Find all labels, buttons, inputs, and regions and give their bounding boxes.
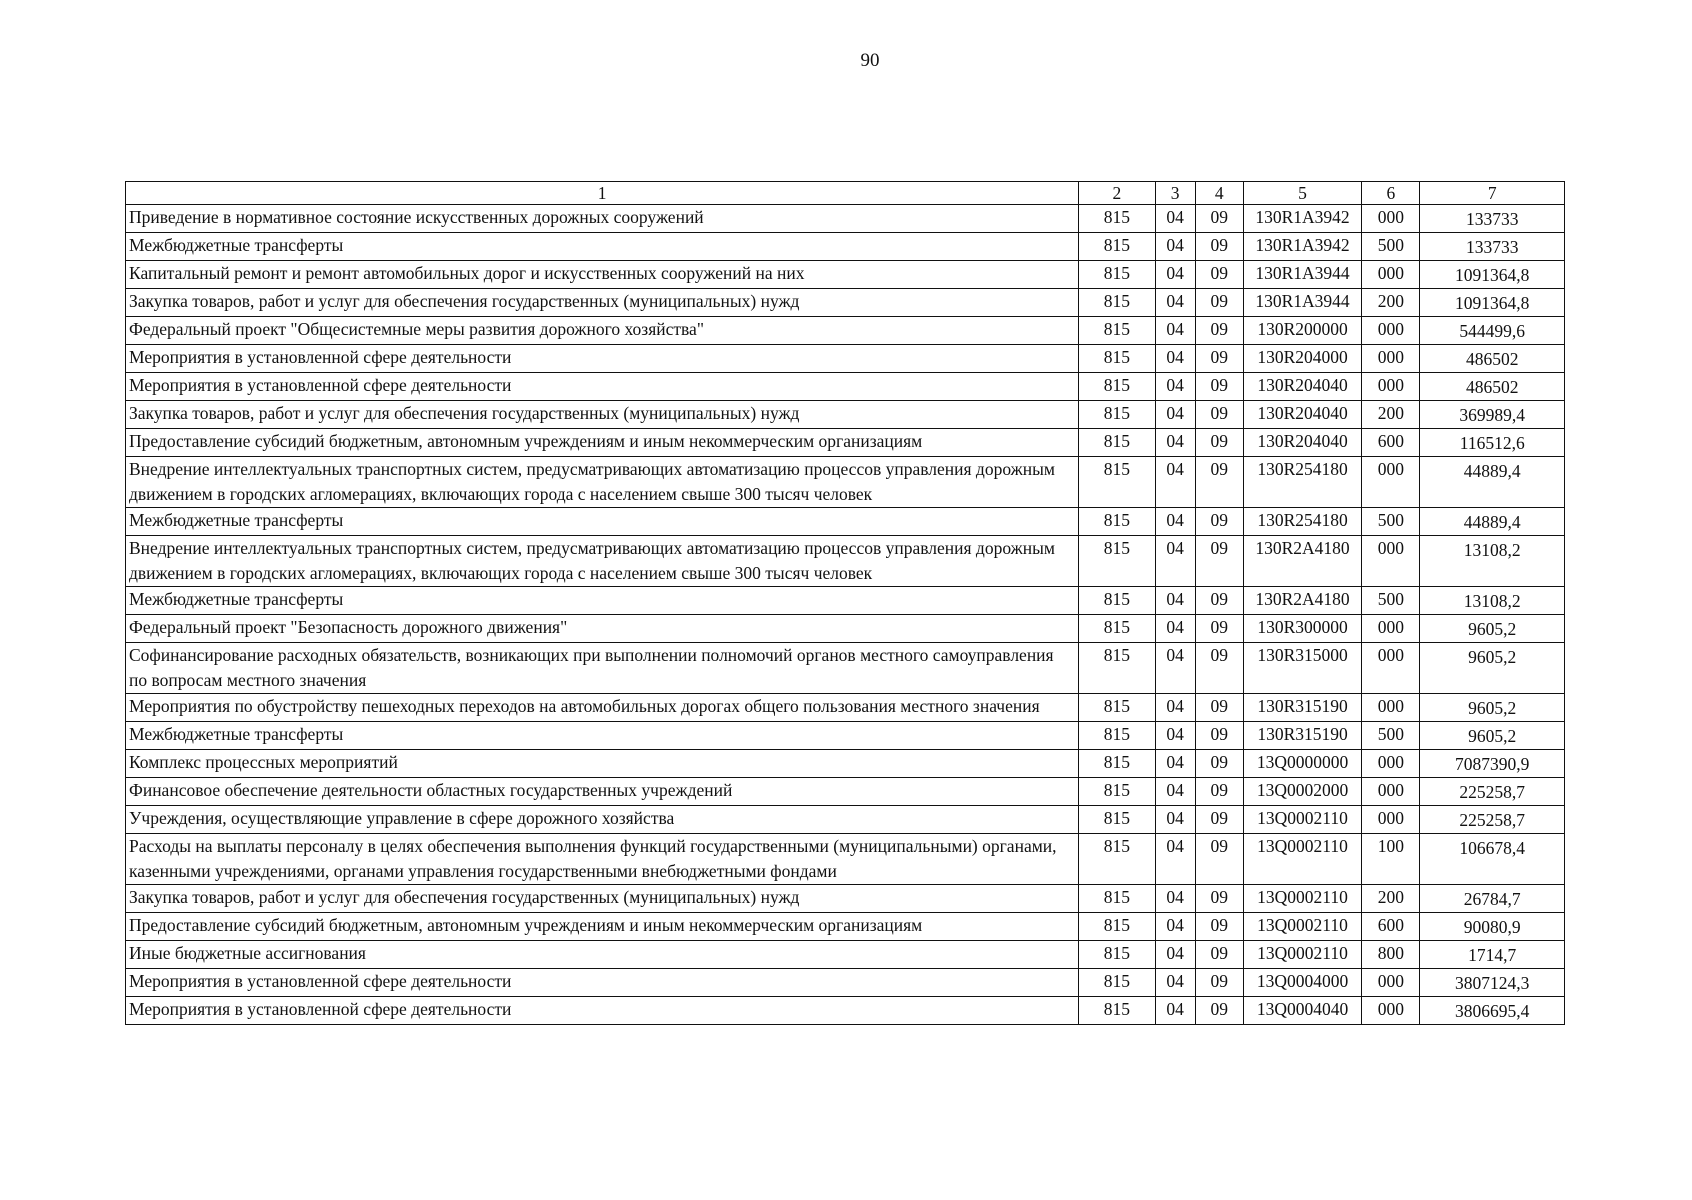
cell-col-7: 544499,6 [1420,317,1565,345]
row-description: Комплекс процессных мероприятий [126,750,1079,778]
row-description: Внедрение интеллектуальных транспортных систем, предусматривающих автоматизацию процессов управления дорожным движением в городских агломерациях, включающих города с населением свыше 300 тысяч человек [126,457,1079,508]
cell-col-2: 815 [1079,913,1155,941]
table-row [126,834,1565,885]
table-row [126,615,1565,643]
cell-col-4: 09 [1195,536,1243,587]
cell-col-3: 04 [1155,750,1195,778]
row-description: Межбюджетные трансферты [126,233,1079,261]
cell-col-5: 130R300000 [1243,615,1361,643]
cell-col-3: 04 [1155,373,1195,401]
cell-col-4: 09 [1195,429,1243,457]
cell-col-4: 09 [1195,205,1243,233]
cell-col-3: 04 [1155,913,1195,941]
cell-col-7: 44889,4 [1420,457,1565,508]
table-row [126,941,1565,969]
cell-col-3: 04 [1155,205,1195,233]
cell-col-7: 225258,7 [1420,806,1565,834]
row-description: Учреждения, осуществляющие управление в сфере дорожного хозяйства [126,806,1079,834]
cell-col-4: 09 [1195,694,1243,722]
cell-col-4: 09 [1195,233,1243,261]
table-row [126,806,1565,834]
row-description: Межбюджетные трансферты [126,587,1079,615]
row-description: Внедрение интеллектуальных транспортных систем, предусматривающих автоматизацию процессов управления дорожным движением в городских агломерациях, включающих города с населением свыше 300 тысяч человек [126,536,1079,587]
table-row [126,457,1565,508]
cell-col-6: 000 [1362,373,1420,401]
cell-col-3: 04 [1155,508,1195,536]
table-row [126,587,1565,615]
cell-col-2: 815 [1079,205,1155,233]
table-row [126,750,1565,778]
cell-col-5: 130R1A3944 [1243,261,1361,289]
cell-col-2: 815 [1079,722,1155,750]
cell-col-6: 000 [1362,457,1420,508]
cell-col-6: 100 [1362,834,1420,885]
cell-col-4: 09 [1195,778,1243,806]
cell-col-6: 000 [1362,997,1420,1025]
table-row [126,317,1565,345]
cell-col-2: 815 [1079,941,1155,969]
cell-col-2: 815 [1079,317,1155,345]
cell-col-4: 09 [1195,997,1243,1025]
row-description: Софинансирование расходных обязательств, возникающих при выполнении полномочий органов местного самоуправления по вопросам местного значения [126,643,1079,694]
table-row [126,969,1565,997]
cell-col-5: 13Q0004040 [1243,997,1361,1025]
column-header: 4 [1195,182,1243,205]
cell-col-7: 13108,2 [1420,536,1565,587]
cell-col-6: 000 [1362,643,1420,694]
cell-col-4: 09 [1195,941,1243,969]
cell-col-5: 130R1A3942 [1243,233,1361,261]
table-row [126,261,1565,289]
cell-col-5: 13Q0002110 [1243,885,1361,913]
cell-col-6: 000 [1362,969,1420,997]
column-header: 6 [1362,182,1420,205]
row-description: Предоставление субсидий бюджетным, автономным учреждениям и иным некоммерческим организациям [126,913,1079,941]
budget-table [125,181,1565,1025]
cell-col-4: 09 [1195,373,1243,401]
cell-col-2: 815 [1079,834,1155,885]
cell-col-2: 815 [1079,345,1155,373]
cell-col-5: 130R204040 [1243,429,1361,457]
cell-col-3: 04 [1155,941,1195,969]
cell-col-7: 7087390,9 [1420,750,1565,778]
cell-col-2: 815 [1079,457,1155,508]
cell-col-3: 04 [1155,694,1195,722]
page-number: 90 [860,50,880,71]
cell-col-5: 13Q0002110 [1243,806,1361,834]
cell-col-2: 815 [1079,694,1155,722]
cell-col-2: 815 [1079,373,1155,401]
cell-col-7: 486502 [1420,373,1565,401]
cell-col-7: 3806695,4 [1420,997,1565,1025]
cell-col-5: 13Q0004000 [1243,969,1361,997]
cell-col-3: 04 [1155,261,1195,289]
table-row [126,643,1565,694]
cell-col-4: 09 [1195,317,1243,345]
cell-col-2: 815 [1079,289,1155,317]
cell-col-7: 9605,2 [1420,694,1565,722]
cell-col-4: 09 [1195,457,1243,508]
cell-col-2: 815 [1079,429,1155,457]
row-description: Предоставление субсидий бюджетным, автономным учреждениям и иным некоммерческим организациям [126,429,1079,457]
row-description: Приведение в нормативное состояние искусственных дорожных сооружений [126,205,1079,233]
cell-col-7: 3807124,3 [1420,969,1565,997]
cell-col-2: 815 [1079,233,1155,261]
cell-col-6: 000 [1362,261,1420,289]
cell-col-3: 04 [1155,317,1195,345]
cell-col-4: 09 [1195,587,1243,615]
cell-col-4: 09 [1195,885,1243,913]
cell-col-4: 09 [1195,913,1243,941]
cell-col-5: 13Q0000000 [1243,750,1361,778]
cell-col-4: 09 [1195,401,1243,429]
cell-col-3: 04 [1155,587,1195,615]
row-description: Закупка товаров, работ и услуг для обеспечения государственных (муниципальных) нужд [126,885,1079,913]
cell-col-6: 200 [1362,401,1420,429]
cell-col-6: 000 [1362,345,1420,373]
cell-col-3: 04 [1155,778,1195,806]
cell-col-2: 815 [1079,401,1155,429]
table-row [126,778,1565,806]
cell-col-6: 200 [1362,885,1420,913]
cell-col-7: 26784,7 [1420,885,1565,913]
cell-col-5: 130R204040 [1243,373,1361,401]
cell-col-7: 225258,7 [1420,778,1565,806]
column-header: 3 [1155,182,1195,205]
row-description: Расходы на выплаты персоналу в целях обеспечения выполнения функций государственными (муниципальными) органами, казенными учреждениями, органами управления государственными внебюджетными фондами [126,834,1079,885]
cell-col-6: 000 [1362,750,1420,778]
cell-col-7: 133733 [1420,205,1565,233]
cell-col-6: 600 [1362,429,1420,457]
cell-col-7: 90080,9 [1420,913,1565,941]
cell-col-6: 200 [1362,289,1420,317]
table-row [126,205,1565,233]
row-description: Межбюджетные трансферты [126,722,1079,750]
column-header: 7 [1420,182,1565,205]
column-header: 1 [126,182,1079,205]
table-row [126,401,1565,429]
cell-col-7: 369989,4 [1420,401,1565,429]
cell-col-5: 13Q0002110 [1243,941,1361,969]
cell-col-6: 500 [1362,587,1420,615]
cell-col-3: 04 [1155,457,1195,508]
cell-col-6: 000 [1362,806,1420,834]
cell-col-4: 09 [1195,615,1243,643]
cell-col-7: 133733 [1420,233,1565,261]
table-row [126,997,1565,1025]
cell-col-7: 116512,6 [1420,429,1565,457]
table-row [126,345,1565,373]
cell-col-2: 815 [1079,615,1155,643]
table-row [126,508,1565,536]
cell-col-2: 815 [1079,806,1155,834]
cell-col-2: 815 [1079,643,1155,694]
row-description: Закупка товаров, работ и услуг для обеспечения государственных (муниципальных) нужд [126,401,1079,429]
cell-col-5: 13Q0002110 [1243,913,1361,941]
cell-col-5: 130R204000 [1243,345,1361,373]
cell-col-6: 000 [1362,694,1420,722]
cell-col-3: 04 [1155,401,1195,429]
row-description: Мероприятия в установленной сфере деятельности [126,969,1079,997]
cell-col-6: 500 [1362,233,1420,261]
cell-col-6: 000 [1362,536,1420,587]
cell-col-5: 130R315000 [1243,643,1361,694]
cell-col-7: 44889,4 [1420,508,1565,536]
row-description: Закупка товаров, работ и услуг для обеспечения государственных (муниципальных) нужд [126,289,1079,317]
cell-col-3: 04 [1155,997,1195,1025]
row-description: Мероприятия в установленной сфере деятельности [126,345,1079,373]
cell-col-3: 04 [1155,834,1195,885]
table-row [126,694,1565,722]
cell-col-4: 09 [1195,289,1243,317]
cell-col-2: 815 [1079,508,1155,536]
cell-col-3: 04 [1155,289,1195,317]
cell-col-7: 9605,2 [1420,615,1565,643]
cell-col-2: 815 [1079,885,1155,913]
cell-col-2: 815 [1079,969,1155,997]
cell-col-2: 815 [1079,587,1155,615]
cell-col-7: 1091364,8 [1420,289,1565,317]
table-row [126,373,1565,401]
table-row [126,722,1565,750]
cell-col-6: 500 [1362,508,1420,536]
cell-col-6: 500 [1362,722,1420,750]
cell-col-7: 486502 [1420,345,1565,373]
cell-col-5: 130R1A3942 [1243,205,1361,233]
row-description: Межбюджетные трансферты [126,508,1079,536]
cell-col-5: 130R315190 [1243,694,1361,722]
cell-col-2: 815 [1079,750,1155,778]
cell-col-3: 04 [1155,969,1195,997]
cell-col-6: 800 [1362,941,1420,969]
cell-col-5: 130R315190 [1243,722,1361,750]
row-description: Федеральный проект "Безопасность дорожного движения" [126,615,1079,643]
cell-col-2: 815 [1079,536,1155,587]
cell-col-5: 130R204040 [1243,401,1361,429]
row-description: Федеральный проект "Общесистемные меры развития дорожного хозяйства" [126,317,1079,345]
cell-col-3: 04 [1155,806,1195,834]
cell-col-5: 13Q0002000 [1243,778,1361,806]
cell-col-2: 815 [1079,778,1155,806]
cell-col-7: 106678,4 [1420,834,1565,885]
cell-col-3: 04 [1155,233,1195,261]
row-description: Финансовое обеспечение деятельности областных государственных учреждений [126,778,1079,806]
cell-col-5: 130R2A4180 [1243,587,1361,615]
cell-col-5: 130R254180 [1243,508,1361,536]
table-row [126,289,1565,317]
cell-col-6: 000 [1362,317,1420,345]
table-header-row [126,182,1565,205]
cell-col-4: 09 [1195,750,1243,778]
cell-col-4: 09 [1195,643,1243,694]
table-row [126,429,1565,457]
cell-col-7: 9605,2 [1420,722,1565,750]
cell-col-2: 815 [1079,261,1155,289]
cell-col-3: 04 [1155,643,1195,694]
cell-col-4: 09 [1195,261,1243,289]
cell-col-5: 130R2A4180 [1243,536,1361,587]
cell-col-5: 130R1A3944 [1243,289,1361,317]
cell-col-6: 000 [1362,205,1420,233]
cell-col-6: 000 [1362,615,1420,643]
cell-col-5: 130R200000 [1243,317,1361,345]
cell-col-2: 815 [1079,997,1155,1025]
cell-col-3: 04 [1155,722,1195,750]
row-description: Мероприятия в установленной сфере деятельности [126,997,1079,1025]
column-header: 5 [1243,182,1361,205]
table-row [126,233,1565,261]
table-row [126,913,1565,941]
cell-col-7: 13108,2 [1420,587,1565,615]
cell-col-4: 09 [1195,345,1243,373]
cell-col-3: 04 [1155,429,1195,457]
cell-col-4: 09 [1195,722,1243,750]
cell-col-4: 09 [1195,806,1243,834]
cell-col-6: 000 [1362,778,1420,806]
cell-col-7: 1714,7 [1420,941,1565,969]
cell-col-7: 9605,2 [1420,643,1565,694]
table-row [126,885,1565,913]
cell-col-6: 600 [1362,913,1420,941]
cell-col-5: 130R254180 [1243,457,1361,508]
cell-col-3: 04 [1155,345,1195,373]
cell-col-4: 09 [1195,508,1243,536]
cell-col-3: 04 [1155,536,1195,587]
row-description: Иные бюджетные ассигнования [126,941,1079,969]
row-description: Мероприятия по обустройству пешеходных переходов на автомобильных дорогах общего пользования местного значения [126,694,1079,722]
column-header: 2 [1079,182,1155,205]
row-description: Мероприятия в установленной сфере деятельности [126,373,1079,401]
cell-col-3: 04 [1155,615,1195,643]
cell-col-7: 1091364,8 [1420,261,1565,289]
cell-col-5: 13Q0002110 [1243,834,1361,885]
cell-col-4: 09 [1195,969,1243,997]
cell-col-4: 09 [1195,834,1243,885]
cell-col-3: 04 [1155,885,1195,913]
row-description: Капитальный ремонт и ремонт автомобильных дорог и искусственных сооружений на них [126,261,1079,289]
table-row [126,536,1565,587]
